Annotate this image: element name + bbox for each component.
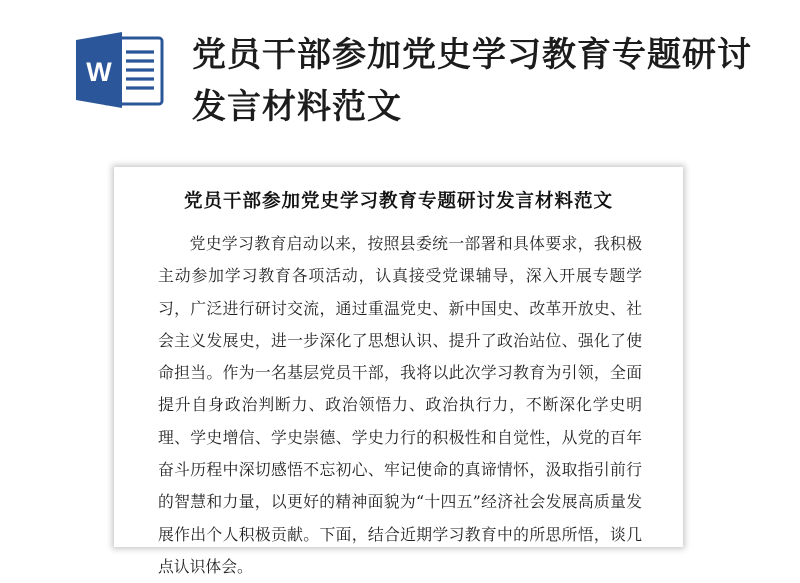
word-icon-letter: W xyxy=(86,57,112,87)
page-title: 党员干部参加党史学习教育专题研讨发言材料范文 xyxy=(192,35,752,127)
document-page xyxy=(114,167,683,576)
document-title: 党员干部参加党史学习教育专题研讨发言材料范文 xyxy=(183,191,613,212)
header xyxy=(0,0,800,165)
document-paragraph: 党史学习教育启动以来，按照县委统一部署和具体要求，我积极主动参加学习教育各项活动，认真接受党课辅导，深入开展专题学习，广泛进行研讨交流，通过重温党史、新中国史、改革开放史、社会主义发展史，进一步深化了思想认识、提升了政治站位、强化了使命担当。作为一名基层党员干部，我将以此次学习教育为引领，全面提升自身政治判断力、政治领悟力、政治执行力，不断深化学史明理、学史增信、学史崇德、学史力行的积极性和自觉性，从党的百年奋斗历程中深切感悟不忘初心、牢记使命的真谛情怀，汲取指引前行的智慧和力量，以更好的精神面貌为“十四五”经济社会发展高质量发展作出个人积极贡献。下面，结合近期学习教育中的所思所悟，谈几点认识体会。 xyxy=(158,234,642,576)
word-document-icon xyxy=(74,30,164,110)
